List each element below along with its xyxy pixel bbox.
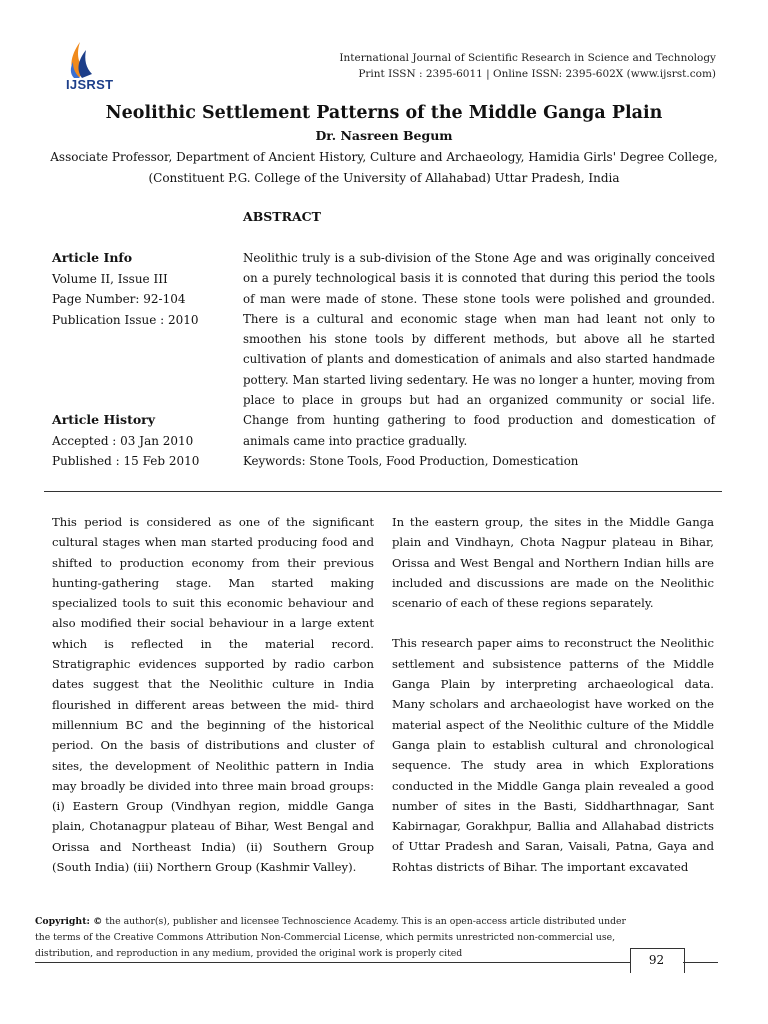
author-affiliation xyxy=(40,147,728,188)
affiliation-line-1: Associate Professor, Department of Ancient History, Culture and Archaeology, Hamidia Girls' Degree College, xyxy=(50,150,718,164)
copyright-notice xyxy=(35,914,635,962)
logo-text: IJSRST xyxy=(66,77,114,92)
flame-logo-icon xyxy=(64,40,104,80)
author-name: Dr. Nasreen Begum xyxy=(315,128,453,143)
journal-logo xyxy=(62,40,132,96)
journal-name: International Journal of Scientific Research in Science and Technology xyxy=(339,52,716,64)
article-info-heading: Article Info xyxy=(52,250,133,265)
footer-rule xyxy=(35,962,630,963)
page-number: 92 xyxy=(648,953,665,967)
paragraph: In the eastern group, the sites in the Middle Ganga plain and Vindhayn, Chota Nagpur plateau in Bihar, Orissa and West Bengal and Northern Indian hills are included and discussions are made on the Neolithic scenario of each of these regions separately. xyxy=(392,515,714,611)
article-pages: Page Number: 92-104 xyxy=(52,292,186,306)
body-right-column xyxy=(392,512,714,877)
body-left-column xyxy=(52,512,374,877)
abstract-body xyxy=(243,248,715,471)
article-history-heading: Article History xyxy=(52,412,156,427)
abstract-text: Neolithic truly is a sub-division of the Stone Age and was originally conceived on a purely technological basis it is connoted that during this period the tools of man were made of stone. These stone tools were polished and grounded. There is a cultural and economic stage when man had leant not only to smoothen his stone tools by different methods, but above all he started cultivation of plants and domestication of animals and also started handmade pottery. Man started living sedentary. He was no longer a hunter, moving from place to place in groups but had an organized community or social life. Change from hunting gathering to food production and domestication of animals came into practice gradually. xyxy=(243,251,715,448)
accepted-date: Accepted : 03 Jan 2010 xyxy=(52,433,194,448)
article-volume: Volume II, Issue III xyxy=(52,271,168,286)
abstract-heading: ABSTRACT xyxy=(243,209,321,224)
published-date: Published : 15 Feb 2010 xyxy=(52,454,200,468)
section-divider xyxy=(44,491,722,492)
article-info xyxy=(52,248,232,330)
copyright-text: the author(s), publisher and licensee Technoscience Academy. This is an open-access article distributed under the terms of the Creative Commons Attribution Non-Commercial License, which permits unrestricted non-commercial use, distribution, and reproduction in any medium, provided the original work is properly cited xyxy=(35,916,626,959)
article-title: Neolithic Settlement Patterns of the Middle Ganga Plain xyxy=(105,103,663,123)
footer-rule-right xyxy=(683,962,718,963)
journal-issn: Print ISSN : 2395-6011 | Online ISSN: 2395-602X (www.ijsrst.com) xyxy=(358,68,716,80)
keywords: Keywords: Stone Tools, Food Production, Domestication xyxy=(243,453,579,468)
paragraph: This period is considered as one of the significant cultural stages when man started producing food and shifted to production economy from their previous hunting-gathering stage. Man started making specialized tools to suit this economic behaviour and also modified their social behaviour in a large extent which is reflected in the material record. Stratigraphic evidences supported by radio carbon dates suggest that the Neolithic culture in India flourished in different areas between the mid- third millennium BC and the beginning of the historical period. On the basis of distributions and cluster of sites, the development of Neolithic pattern in India may broadly be divided into three main broad groups: (i) Eastern Group (Vindhyan region, middle Ganga plain, Chotanagpur plateau of Bihar, West Bengal and Orissa and Northeast India) (ii) Southern Group (South India) (iii) Northern Group (Kashmir Valley). xyxy=(52,515,374,875)
copyright-label: Copyright: © xyxy=(35,916,103,927)
paragraph: This research paper aims to reconstruct the Neolithic settlement and subsistence patterns of the Middle Ganga Plain by interpreting archaeological data. Many scholars and archaeologist have worked on the material aspect of the Neolithic culture of the Middle Ganga plain to establish cultural and chronological sequence. The study area in which Explorations conducted in the Middle Ganga plain revealed a good number of sites in the Basti, Siddharthnagar, Sant Kabirnagar, Gorakhpur, Ballia and Allahabad districts of Uttar Pradesh and Saran, Vaisali, Patna, Gaya and Rohtas districts of Bihar. The important excavated xyxy=(392,636,714,874)
article-history xyxy=(52,410,232,472)
affiliation-line-2: (Constituent P.G. College of the University of Allahabad) Uttar Pradesh, India xyxy=(148,170,620,185)
article-publication: Publication Issue : 2010 xyxy=(52,312,199,327)
journal-header xyxy=(339,50,716,82)
